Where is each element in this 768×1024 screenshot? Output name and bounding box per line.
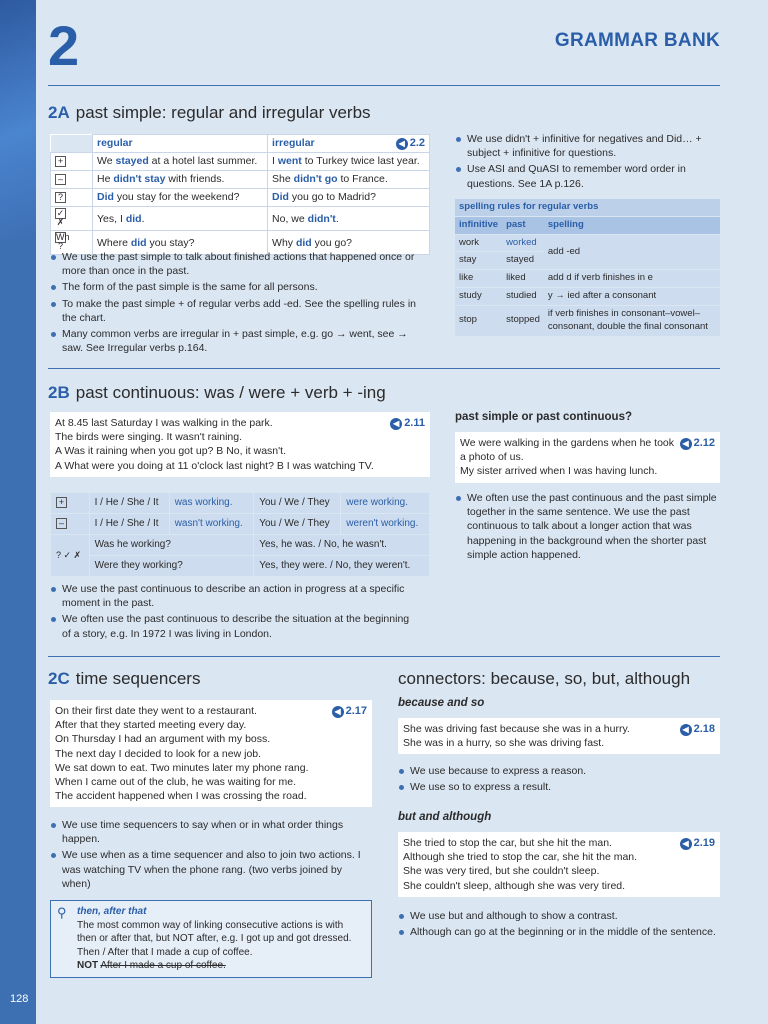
divider <box>48 656 720 657</box>
audio-2-12[interactable]: ◀ 2.12 <box>680 436 715 451</box>
section-2c-heading: 2C time sequencers <box>48 669 201 688</box>
speaker-icon: ◀ <box>680 724 692 736</box>
page-side-bar <box>0 0 36 1024</box>
audio-2-17[interactable]: ◀ 2.17 <box>332 704 367 719</box>
table-row: + We stayed at a hotel last summer. I went to Turkey twice last year. <box>51 153 430 171</box>
because-so-bullets: We use because to express a reason. We use so to express a result. <box>398 764 720 796</box>
table-row: – He didn't stay with friends. She didn't go to France. <box>51 171 430 189</box>
grammar-bank-title: GRAMMAR BANK <box>554 30 720 51</box>
speaker-icon: ◀ <box>680 838 692 850</box>
speaker-icon: ◀ <box>680 438 692 450</box>
past-simple-table: regular irregular ◀ 2.2 + We stayed at a hotel last summer. I went to Turkey twice last year. – He didn't stay with friends. She didn't go to France. ? Did you stay for the weekend? Did you go to Madrid? ✓ ✗ Yes, I did. No, we didn't. Wh ? Where did you stay? Why did you go? <box>50 134 430 255</box>
time-sequencer-examples: ◀ 2.17 On their first date they went to a restaurant. After that they started meeting every day. On Thursday I had an argument with my boss. The next day I decided to look for a new job. We sat down to eat. Two minutes later my phone rang. When I came out of the club, he was waiting for me. The accident happened when I was crossing the road. <box>50 700 372 807</box>
speaker-icon: ◀ <box>332 706 344 718</box>
table-row: ? Did you stay for the weekend? Did you go to Madrid? <box>51 189 430 207</box>
ps-or-pc-bullets: We often use the past continuous and the past simple together in the same sentence. We use the past continuous to talk about a longer action that was happening in the background when the shorter past simple action happened. <box>455 491 720 564</box>
section-2a-notes: We use didn't + infinitive for negatives and Did… + subject + infinitive for questions. Use ASI and QuASI to remember word order in questions. See 1A p.126. <box>455 132 720 193</box>
speaker-icon: ◀ <box>390 418 402 430</box>
but-although-bullets: We use but and although to show a contrast. Although can go at the beginning or in the middle of the sentence. <box>398 909 720 941</box>
section-2a-heading: 2A past simple: regular and irregular verbs <box>48 103 371 122</box>
section-2b-heading: 2B past continuous: was / were + verb + -ing <box>48 383 386 402</box>
tip-box: ⚲ then, after that The most common way of linking consecutive actions is with then or after that, but NOT after, e.g. I got up and got dressed. Then / After that I made a cup of coffee. NOT After I made a cup of coffee. <box>50 900 372 978</box>
divider <box>48 85 720 86</box>
but-although-examples: ◀ 2.19 She tried to stop the car, but she hit the man. Although she tried to stop the car, she hit the man. She was very tired, but she couldn't sleep. She couldn't sleep, although she was very tired. <box>398 832 720 897</box>
section-2a-bullets: We use the past simple to talk about finished actions that happened once or more than once in the past. The form of the past simple is the same for all persons. To make the past simple + of regular verbs add -ed. See the spelling rules in the chart. Many common verbs are irregular in + past simple, e.g. go → went, see → saw. See Irregular verbs p.164. <box>50 250 420 357</box>
section-2b-bullets: We use the past continuous to describe an action in progress at a specific moment in the past. We often use the past continuous to describe the situation at the beginning of a story, e.g. In 1972 I was living in London. <box>50 582 420 643</box>
past-continuous-grid: + I / He / She / It was working. You / We / They were working. – I / He / She / It wasn't working. You / We / They weren't working. ? ✓ ✗ Was he working? Yes, he was. / No, he wasn't. Were they working? Yes, they were. / No, they weren't. <box>50 492 430 577</box>
page-number: 128 <box>10 993 29 1005</box>
because-so-heading: because and so <box>398 697 485 709</box>
audio-2-18[interactable]: ◀ 2.18 <box>680 722 715 737</box>
magnifier-icon: ⚲ <box>57 905 67 920</box>
speaker-icon: ◀ <box>396 138 408 150</box>
audio-2-19[interactable]: ◀ 2.19 <box>680 836 715 851</box>
unit-number: 2 <box>48 14 80 77</box>
ps-or-pc-examples: ◀ 2.12 We were walking in the gardens when he took a photo of us. My sister arrived when I was having lunch. <box>455 432 720 483</box>
connectors-heading: connectors: because, so, but, although <box>398 669 691 688</box>
table-row: Wh ? Where did you stay? Why did you go? <box>51 231 430 255</box>
table-row: ✓ ✗ Yes, I did. No, we didn't. <box>51 207 430 231</box>
spelling-rules-table: spelling rules for regular verbs infinitive past spelling work worked add -ed stay stayed like liked add d if verb finishes in e study studied y → ied after a consonant stop stopped if verb finishes in consonant–vowel–consonant, double the final consonant <box>455 199 720 337</box>
audio-2-2[interactable]: ◀ 2.2 <box>396 136 425 151</box>
divider <box>48 368 720 369</box>
but-although-heading: but and although <box>398 811 492 823</box>
audio-2-11[interactable]: ◀ 2.11 <box>390 416 425 431</box>
past-continuous-examples: ◀ 2.11 At 8.45 last Saturday I was walking in the park. The birds were singing. It wasn't raining. A Was it raining when you got up? B No, it wasn't. A What were you doing at 11 o'clock last night? B I was watching TV. <box>50 412 430 477</box>
section-2c-bullets: We use time sequencers to say when or in what order things happen. We use when as a time sequencer and also to join two actions. I was watching TV when the phone rang. (two verbs joined by when) <box>50 818 372 893</box>
because-so-examples: ◀ 2.18 She was driving fast because she was in a hurry. She was in a hurry, so she was driving fast. <box>398 718 720 754</box>
ps-or-pc-heading: past simple or past continuous? <box>455 411 632 423</box>
